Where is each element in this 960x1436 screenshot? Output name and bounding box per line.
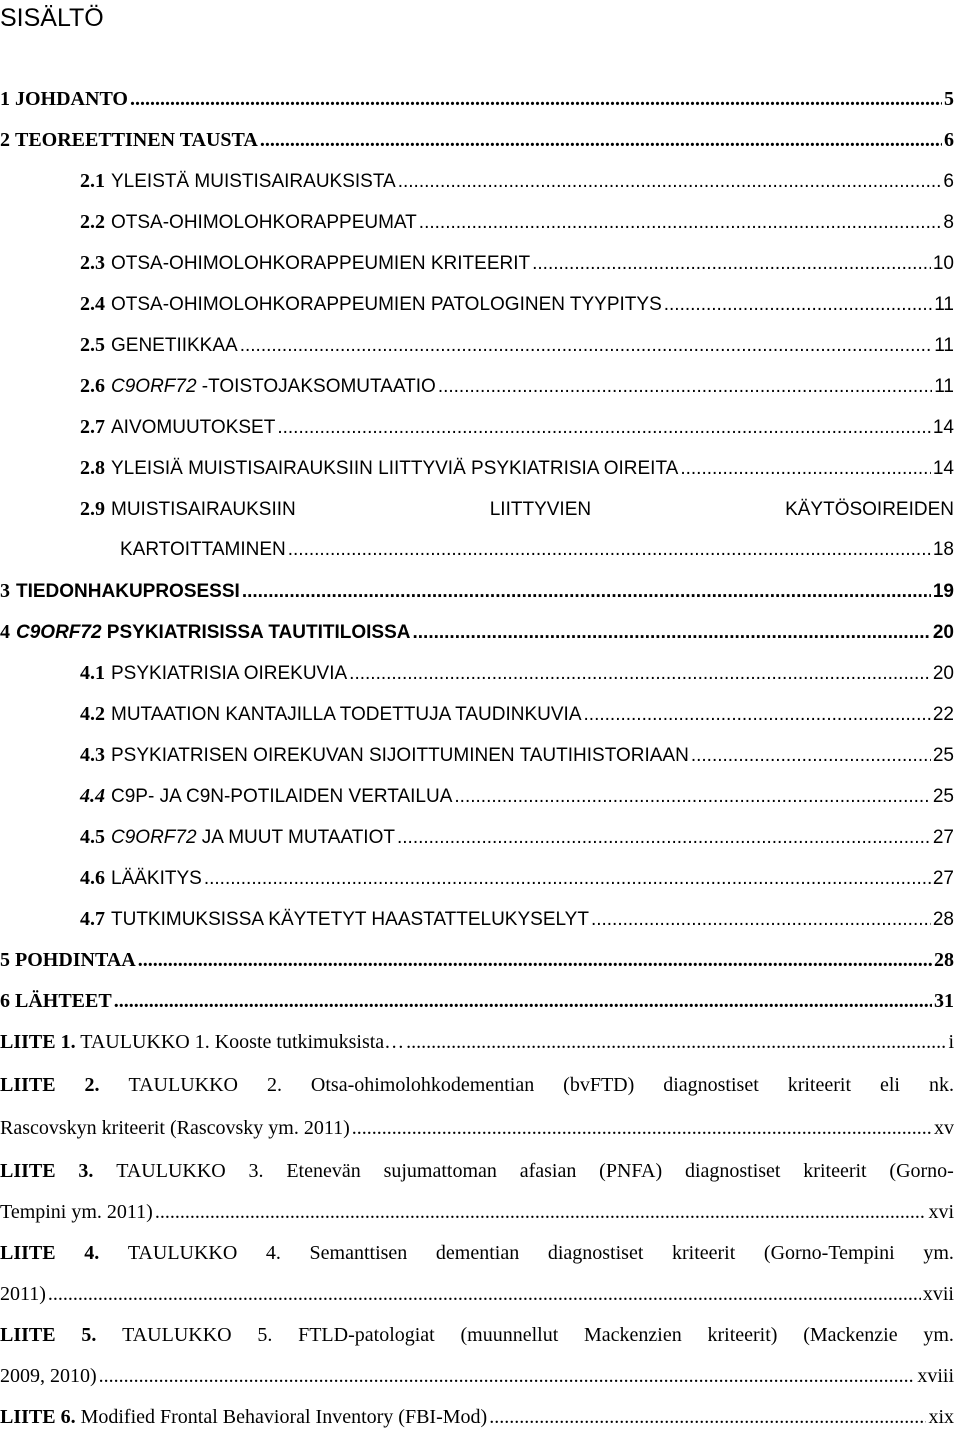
leader-dots (349, 663, 931, 685)
leader-dots (412, 622, 930, 644)
gene-name: C9ORF72 (16, 622, 102, 643)
toc-page-number: 27 (932, 827, 954, 848)
leader-dots (591, 909, 931, 931)
toc-page-number: 6 (944, 129, 954, 151)
leader-dots (680, 458, 931, 480)
toc-entry-title: LÄÄKITYS (111, 868, 202, 889)
toc-entry[interactable]: 4.1 PSYKIATRISIA OIREKUVIA ..... 20 (80, 662, 954, 692)
toc-entry-title: YLEISIÄ MUISTISAIRAUKSIIN LIITTYVIÄ PSYKIATRISIA OIREITA (111, 458, 679, 479)
toc-entry-title: OTSA-OHIMOLOHKORAPPEUMAT (111, 212, 417, 233)
appendix-page-number: xix (928, 1406, 954, 1428)
toc-page-number: 28 (934, 949, 954, 971)
page-title: SISÄLTÖ (0, 4, 104, 32)
toc-page-number: 20 (932, 622, 954, 643)
appendix-entry[interactable]: LIITE 5. TAULUKKO 5. FTLD-patologiat (muunnellut Mackenzien kriteerit) (Mackenzie ym. (0, 1324, 954, 1346)
appendix-entry-continuation[interactable] (0, 1365, 954, 1395)
toc-entry-title: PSYKIATRISISSA TAUTITILOISSA (101, 622, 411, 643)
leader-dots (584, 704, 931, 726)
toc-entry[interactable]: 2.5 GENETIIKKAA ..... 11 (80, 334, 954, 364)
leader-dots (397, 827, 931, 849)
toc-entry[interactable]: 6 LÄHTEET ..... 31 (0, 990, 954, 1020)
toc-entry-title: KARTOITTAMINEN (120, 539, 286, 560)
toc-entry-title: TUTKIMUKSISSA KÄYTETYT HAASTATTELUKYSELYT (111, 909, 589, 930)
toc-entry-title: PSYKIATRISIA OIREKUVIA (111, 663, 348, 684)
leader-dots (240, 335, 933, 357)
toc-entry-title: TIEDONHAKUPROSESSI (16, 581, 240, 602)
toc-entry[interactable]: 2.3 OTSA-OHIMOLOHKORAPPEUMIEN KRITEERIT ..... 10 (80, 252, 954, 282)
toc-entry[interactable]: 3 TIEDONHAKUPROSESSI ..... 19 (0, 580, 954, 610)
toc-entry[interactable]: 2.7 AIVOMUUTOKSET ..... 14 (80, 416, 954, 446)
appendix-page-number: xvi (928, 1201, 954, 1223)
toc-page-number: 28 (932, 909, 954, 930)
leader-dots (419, 212, 942, 234)
leader-dots (489, 1406, 926, 1429)
appendix-title: 2009, 2010) (0, 1365, 97, 1387)
leader-dots (691, 745, 931, 767)
toc-entry[interactable]: 4.4 C9P- JA C9N-POTILAIDEN VERTAILUA ..... 25 (80, 785, 954, 815)
leader-dots (454, 786, 930, 808)
toc-page-number: 8 (943, 212, 954, 233)
toc-page-number: 27 (932, 868, 954, 889)
appendix-title: Rascovskyn kriteerit (Rascovsky ym. 2011) (0, 1117, 350, 1139)
toc-entry-title: POHDINTAA (15, 949, 136, 971)
toc-entry[interactable]: 2.4 OTSA-OHIMOLOHKORAPPEUMIEN PATOLOGINEN TYYPITYS ..... 11 (80, 293, 954, 323)
appendix-title: Modified Frontal Behavioral Inventory (FBI-Mod) (75, 1406, 488, 1428)
toc-page-number: 10 (932, 253, 954, 274)
leader-dots (260, 129, 942, 152)
appendix-entry-continuation[interactable] (0, 1283, 954, 1313)
toc-entry-title: OTSA-OHIMOLOHKORAPPEUMIEN PATOLOGINEN TYYPITYS (111, 294, 662, 315)
leader-dots (398, 171, 942, 193)
toc-entry[interactable]: 2 TEOREETTINEN TAUSTA ..... 6 (0, 129, 954, 159)
toc-page-number: 25 (932, 786, 954, 807)
toc-page-number: 20 (932, 663, 954, 684)
appendix-page-number: xvii (922, 1283, 954, 1305)
toc-entry[interactable]: 2.2 OTSA-OHIMOLOHKORAPPEUMAT ..... 8 (80, 211, 954, 241)
toc-entry-title: OTSA-OHIMOLOHKORAPPEUMIEN KRITEERIT (111, 253, 531, 274)
appendix-page-number: i (948, 1031, 954, 1053)
leader-dots (664, 294, 933, 316)
appendix-entry[interactable]: LIITE 6. Modified Frontal Behavioral Inventory (FBI-Mod) ..... xix (0, 1406, 954, 1436)
appendix-entry-continuation[interactable] (0, 1117, 954, 1147)
toc-page-number: 11 (934, 335, 954, 356)
appendix-entry-continuation[interactable] (0, 1201, 954, 1231)
appendix-title: Tempini ym. 2011) (0, 1201, 153, 1223)
toc-entry[interactable]: 2.6 C9ORF72 -TOISTOJAKSOMUTAATIO ..... 11 (80, 375, 954, 405)
appendix-entry[interactable]: LIITE 3. TAULUKKO 3. Etenevän sujumattoman afasian (PNFA) diagnostiset kriteerit (Gorno- (0, 1160, 954, 1182)
toc-entry[interactable]: 4.5 C9ORF72 JA MUUT MUTAATIOT ..... 27 (80, 826, 954, 856)
toc-entry[interactable]: 4.2 MUTAATION KANTAJILLA TODETTUJA TAUDINKUVIA ..... 22 (80, 703, 954, 733)
leader-dots (114, 990, 932, 1013)
toc-entry[interactable]: 2.9 MUISTISAIRAUKSIIN LIITTYVIEN KÄYTÖSOIREIDEN (80, 498, 954, 520)
leader-dots (277, 417, 931, 439)
toc-entry[interactable]: 2.1 YLEISTÄ MUISTISAIRAUKSISTA ..... 6 (80, 170, 954, 200)
toc-entry[interactable]: 5 POHDINTAA ..... 28 (0, 949, 954, 979)
toc-page-number: 22 (932, 704, 954, 725)
appendix-title: 2011) (0, 1283, 46, 1305)
justified-heading: MUISTISAIRAUKSIIN LIITTYVIEN KÄYTÖSOIREIDEN (111, 499, 954, 520)
leader-dots (352, 1117, 932, 1140)
toc-page-number: 6 (943, 171, 954, 192)
toc-page-number: 25 (932, 745, 954, 766)
toc-page-number: 11 (934, 376, 954, 397)
appendix-title: TAULUKKO 1. Kooste tutkimuksista… (75, 1031, 405, 1053)
toc-entry-title: JA MUUT MUTAATIOT (196, 827, 395, 848)
toc-page-number: 31 (934, 990, 954, 1012)
toc-page-number: 14 (932, 417, 954, 438)
toc-entry-title: AIVOMUUTOKSET (111, 417, 276, 438)
toc-entry[interactable]: 4 C9ORF72 PSYKIATRISISSA TAUTITILOISSA ..... 20 (0, 621, 954, 651)
toc-entry-title: PSYKIATRISEN OIREKUVAN SIJOITTUMINEN TAUTIHISTORIAAN (111, 745, 689, 766)
toc-entry[interactable]: 4.6 LÄÄKITYS ..... 27 (80, 867, 954, 897)
toc-page-number: 5 (944, 88, 954, 110)
leader-dots (130, 88, 942, 111)
leader-dots (438, 376, 932, 398)
appendix-entry[interactable]: LIITE 4. TAULUKKO 4. Semanttisen dementian diagnostiset kriteerit (Gorno-Tempini ym. (0, 1242, 954, 1264)
leader-dots (532, 253, 931, 275)
toc-entry[interactable]: 1 JOHDANTO ..... 5 (0, 88, 954, 118)
leader-dots (48, 1283, 921, 1306)
toc-entry[interactable]: 4.7 TUTKIMUKSISSA KÄYTETYT HAASTATTELUKYSELYT ..... 28 (80, 908, 954, 938)
leader-dots (138, 949, 932, 972)
toc-entry-title: C9P- JA C9N-POTILAIDEN VERTAILUA (111, 786, 453, 807)
gene-name: C9ORF72 (111, 827, 197, 848)
toc-entry-title: GENETIIKKAA (111, 335, 238, 356)
toc-entry-title: TEOREETTINEN TAUSTA (15, 129, 258, 151)
leader-dots (288, 539, 931, 561)
toc-entry-title: LÄHTEET (15, 990, 112, 1012)
toc-page-number: 14 (932, 458, 954, 479)
leader-dots (99, 1365, 916, 1388)
appendix-page-number: xv (934, 1117, 954, 1139)
leader-dots (155, 1201, 927, 1224)
leader-dots (242, 581, 931, 603)
toc-entry[interactable]: 2.8 YLEISIÄ MUISTISAIRAUKSIIN LIITTYVIÄ PSYKIATRISIA OIREITA ..... 14 (80, 457, 954, 487)
appendix-entry[interactable]: LIITE 2. TAULUKKO 2. Otsa-ohimolohkodementian (bvFTD) diagnostiset kriteerit eli nk. (0, 1074, 954, 1096)
toc-entry-continuation[interactable] (120, 539, 954, 569)
gene-name: C9ORF72 (111, 376, 197, 397)
toc-page-number: 18 (932, 539, 954, 560)
appendix-page-number: xviii (917, 1365, 954, 1387)
toc-entry-title: -TOISTOJAKSOMUTAATIO (196, 376, 436, 397)
toc-page-number: 11 (934, 294, 954, 315)
leader-dots (406, 1031, 946, 1054)
appendix-entry[interactable]: LIITE 1. TAULUKKO 1. Kooste tutkimuksista… ..... i (0, 1031, 954, 1061)
toc-entry-title: JOHDANTO (15, 88, 128, 110)
leader-dots (204, 868, 931, 890)
toc-entry-title: MUTAATION KANTAJILLA TODETTUJA TAUDINKUVIA (111, 704, 582, 725)
toc-entry[interactable]: 4.3 PSYKIATRISEN OIREKUVAN SIJOITTUMINEN TAUTIHISTORIAAN ..... 25 (80, 744, 954, 774)
toc-page-number: 19 (932, 581, 954, 602)
toc-entry-title: YLEISTÄ MUISTISAIRAUKSISTA (111, 171, 396, 192)
